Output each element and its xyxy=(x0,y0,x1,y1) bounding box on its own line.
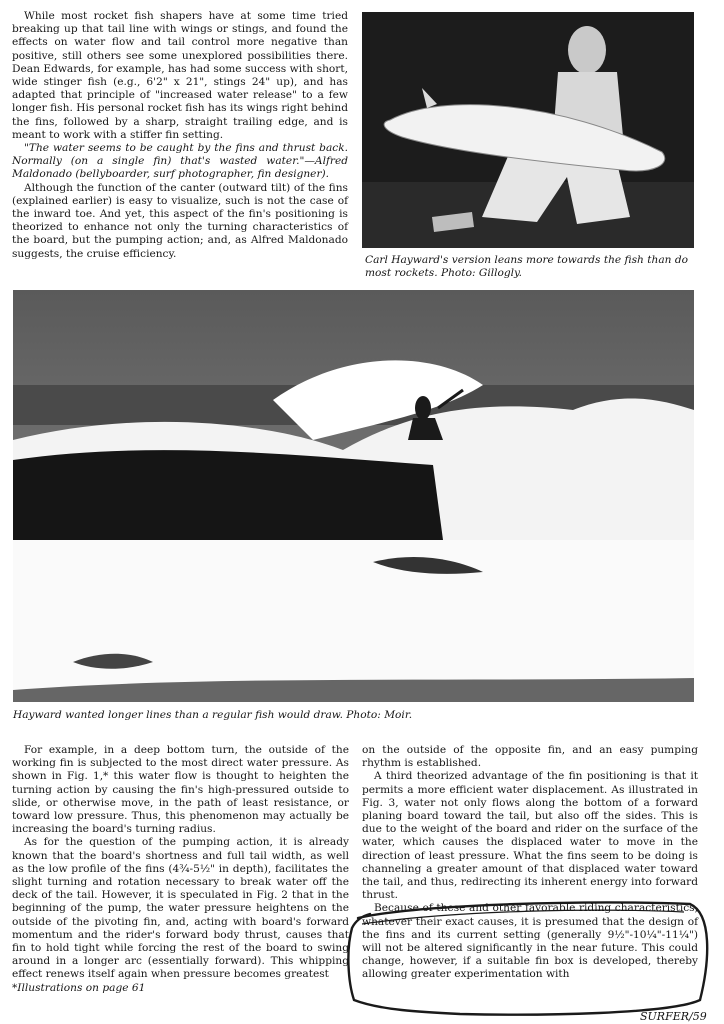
page-folio: SURFER/59 xyxy=(640,1010,707,1023)
top-photo-caption: Carl Hayward's version leans more towards the fish than do most rockets. Photo: Gillogly. xyxy=(365,254,688,279)
paragraph: Although the function of the canter (outward tilt) of the fins (explained earlier) is easy to visualize, such is not the case of the inward toe. And yet, this aspect of the fin's positioning is theorized to enhance not only the turning characteristics of the board, but the pumping action; and, as Alfred Maldonado suggests, the cruise efficiency. xyxy=(12,181,348,260)
wave-photo-caption: Hayward wanted longer lines than a regular fish would draw. Photo: Moir. xyxy=(13,709,413,721)
bottom-left-column xyxy=(12,744,349,995)
top-text-column xyxy=(12,10,348,261)
paragraph: A third theorized advantage of the fin positioning is that it permits a more efficient water displacement. As illustrated in Fig. 3, water not only flows along the bottom of a forward planing board toward the tail, but also off the sides. This is due to the weight of the board and rider on the surface of the water, which causes the displaced water to move in the direction of least pressure. What the fins seem to be doing is channeling a greater amount of that displaced water toward the tail, and thus, redirecting its inherent energy into forward thrust. xyxy=(362,770,698,902)
paragraph: Because of these and other favorable riding characteristics, whatever their exact causes, it is presumed that the design of the fins and its current setting (generally 9½"-10¼"-11¼") will not be altered significantly in the near future. This could change, however, if a suitable fin box is developed, thereby allowing greater experimentation with xyxy=(362,902,698,981)
paragraph: As for the question of the pumping action, it is already known that the board's shortness and full tail width, as well as the low profile of the fins (4¾-5½" in depth), facilitates the slight turning and rotation necessary to break water off the deck of the tail. However, it is speculated in Fig. 2 that in the beginning of the pump, the water pressure heightens on the outside of the pivoting fin, and, acting with board's forward momentum and the rider's forward body thrust, causes that fin to hold tight while forcing the rest of the board to swing around in a longer arc (essentially forward). This whipping effect renews itself again when pressure becomes greatest xyxy=(12,836,349,981)
paragraph: For example, in a deep bottom turn, the outside of the working fin is subjected to the most direct water pressure. As shown in Fig. 1,* this water flow is thought to heighten the turning action by causing the fin's high-pressured outside to slide, or otherwise move, in the path of least resistance, or toward low pressure. Thus, this phenomenon may actually be increasing the board's turning radius. xyxy=(12,744,349,836)
paragraph: *Illustrations on page 61 xyxy=(12,981,146,994)
paragraph: on the outside of the opposite fin, and an easy pumping rhythm is established. xyxy=(362,744,698,770)
hand-drawn-highlight xyxy=(340,890,720,1024)
surfer-holding-board-photo xyxy=(362,12,694,248)
surfer-wave-photo xyxy=(13,290,694,702)
paragraph: "The water seems to be caught by the fins and thrust back. Normally (on a single fin) that's wasted water."—Alfred Maldonado (bellyboarder, surf photographer, fin designer). xyxy=(12,142,348,181)
paragraph: While most rocket fish shapers have at some time tried breaking up that tail line with wings or stings, and found the effects on water flow and tail control more negative than positive, still others see some unexplored possibilities there. Dean Edwards, for example, has had some success with short, wide stinger fish (e.g., 6'2" x 21", stings 24" up), and has adapted that principle of "increased water release" to a few longer fish. His personal rocket fish has its wings right behind the fins, followed by a sharp, straight trailing edge, and is meant to work with a stiffer fin setting. xyxy=(12,10,348,141)
